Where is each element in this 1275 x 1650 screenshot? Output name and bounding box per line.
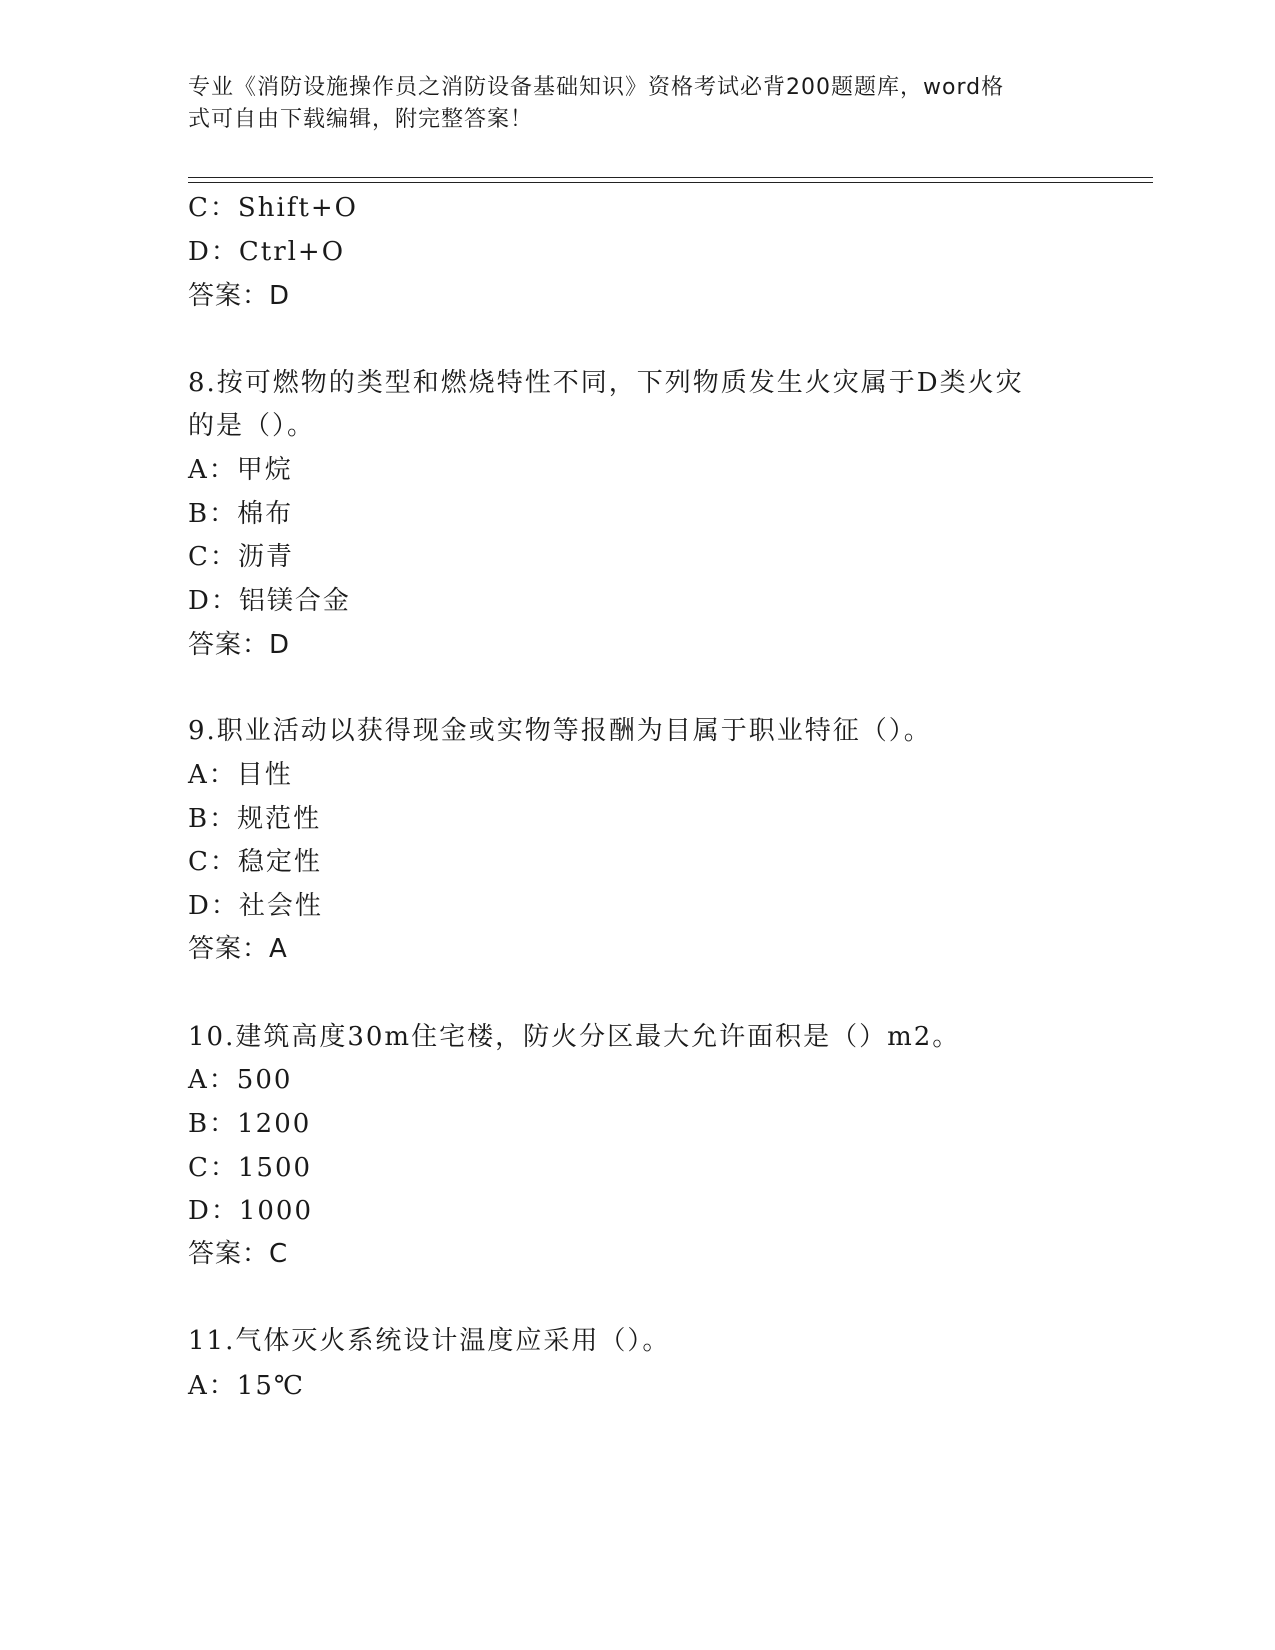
question-10-stem: 10.建筑高度30m住宅楼，防火分区最大允许面积是（）m2。: [188, 1022, 961, 1052]
question-8-answer: 答案：D: [188, 630, 291, 660]
question-9-answer: 答案：A: [188, 934, 288, 964]
question-9-option-b: B：规范性: [188, 804, 322, 834]
document-header: [188, 72, 1068, 136]
question-9-option-a: A：目性: [188, 760, 293, 790]
question-10-option-b: B：1200: [188, 1109, 312, 1139]
prev-answer: 答案：D: [188, 281, 291, 311]
header-divider-top: [188, 177, 1153, 178]
prev-option-c: C：Shift+O: [188, 193, 358, 223]
question-8-option-a: A：甲烷: [188, 455, 293, 485]
question-9-stem: 9.职业活动以获得现金或实物等报酬为目属于职业特征（）。: [188, 716, 932, 746]
prev-option-d: D：Ctrl+O: [188, 237, 346, 267]
question-8-option-c: C：沥青: [188, 542, 294, 572]
question-8-stem-line-1: 8.按可燃物的类型和燃烧特性不同，下列物质发生火灾属于D类火灾: [188, 368, 1024, 398]
question-11-option-a: A：15℃: [188, 1371, 305, 1401]
question-10-option-c: C：1500: [188, 1153, 313, 1183]
question-10-option-d: D：1000: [188, 1196, 314, 1226]
question-8-stem-line-2: 的是（）。: [188, 411, 316, 441]
header-line-2: 式可自由下载编辑，附完整答案！: [188, 107, 534, 132]
question-9-option-d: D：社会性: [188, 891, 323, 921]
question-11-stem: 11.气体灭火系统设计温度应采用（）。: [188, 1326, 671, 1356]
header-line-1: 专业《消防设施操作员之消防设备基础知识》资格考试必背200题题库，word格: [188, 75, 1005, 100]
question-8-option-d: D：铝镁合金: [188, 586, 351, 616]
question-8-option-b: B：棉布: [188, 499, 294, 529]
question-9-option-c: C：稳定性: [188, 847, 322, 877]
header-divider-bottom: [188, 182, 1153, 183]
question-10-answer: 答案：C: [188, 1239, 289, 1269]
question-10-option-a: A：500: [188, 1065, 293, 1095]
